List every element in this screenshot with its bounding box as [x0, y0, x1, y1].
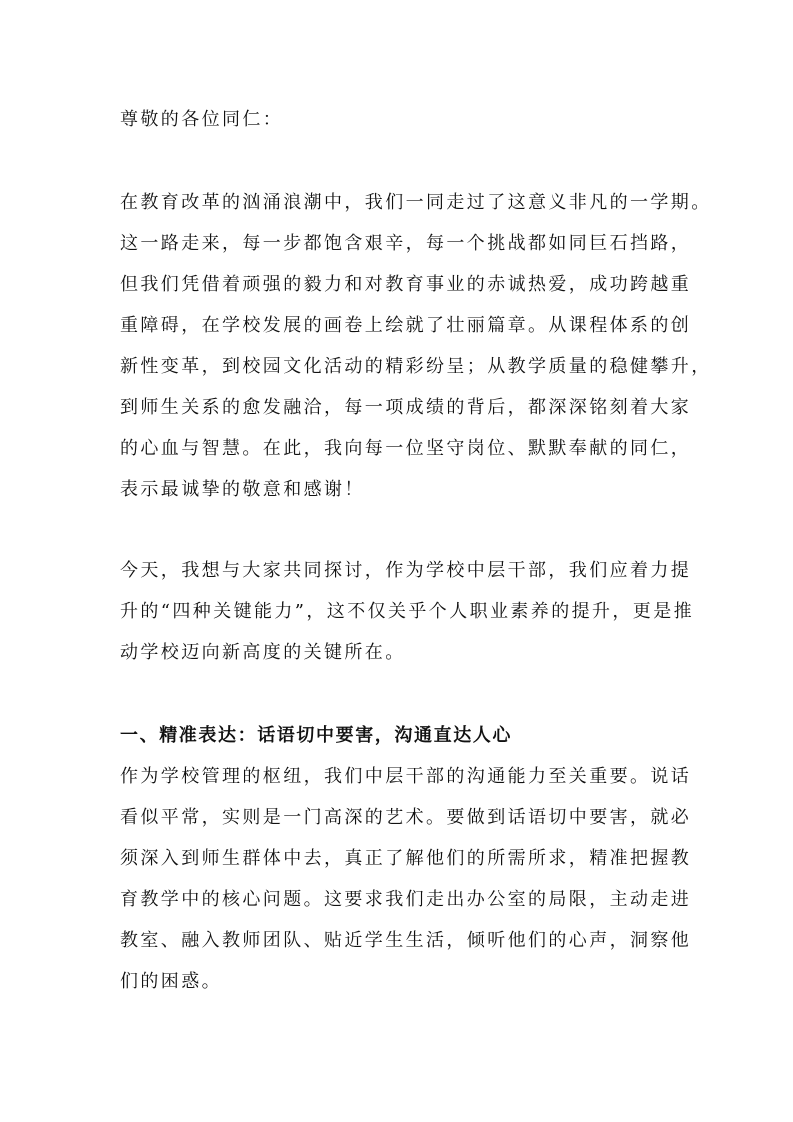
paragraph-line: 到师生关系的愈发融洽，每一项成绩的背后，都深深铭刻着大家 — [120, 397, 692, 418]
paragraph-line: 今天，我想与大家共同探讨，作为学校中层干部，我们应着力提 — [120, 560, 692, 581]
paragraph-line: 须深入到师生群体中去，真正了解他们的所需所求，精准把握教 — [120, 848, 692, 869]
paragraph-line: 作为学校管理的枢纽，我们中层干部的沟通能力至关重要。说话 — [120, 766, 692, 787]
paragraph-line: 动学校迈向新高度的关键所在。 — [120, 642, 406, 663]
paragraph-line: 们的困惑。 — [120, 971, 222, 992]
paragraph-line: 在教育改革的汹涌浪潮中，我们一同走过了这意义非凡的一学期。 — [120, 192, 712, 213]
section-heading: 一、精准表达：话语切中要害，沟通直达人心 — [120, 725, 512, 746]
paragraph-line: 重障碍，在学校发展的画卷上绘就了壮丽篇章。从课程体系的创 — [120, 315, 692, 336]
paragraph-line: 表示最诚挚的敬意和感谢！ — [120, 479, 365, 500]
paragraph-line: 的心血与智慧。在此，我向每一位坚守岗位、默默奉献的同仁， — [120, 438, 692, 459]
paragraph-line: 看似平常，实则是一门高深的艺术。要做到话语切中要害，就必 — [120, 807, 692, 828]
paragraph-line: 升的“四种关键能力”，这不仅关乎个人职业素养的提升，更是推 — [120, 601, 695, 622]
paragraph-line: 但我们凭借着顽强的毅力和对教育事业的赤诚热爱，成功跨越重 — [120, 274, 692, 295]
paragraph-line: 育教学中的核心问题。这要求我们走出办公室的局限，主动走进 — [120, 889, 692, 910]
salutation: 尊敬的各位同仁： — [120, 109, 284, 130]
paragraph-line: 教室、融入教师团队、贴近学生生活，倾听他们的心声，洞察他 — [120, 930, 692, 951]
paragraph-line: 新性变革，到校园文化活动的精彩纷呈；从教学质量的稳健攀升， — [120, 356, 712, 377]
paragraph-line: 这一路走来，每一步都饱含艰辛，每一个挑战都如同巨石挡路， — [120, 233, 692, 254]
